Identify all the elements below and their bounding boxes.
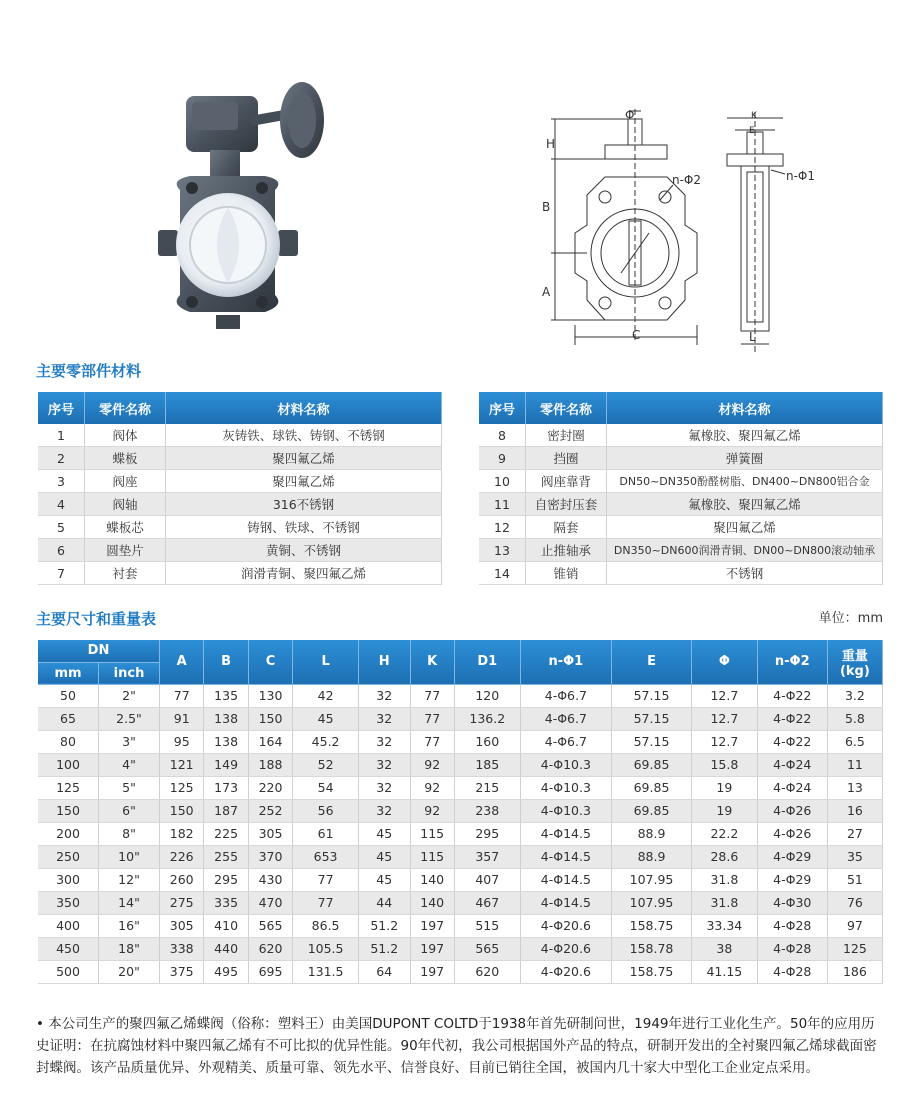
table-row	[479, 424, 883, 447]
table-cell: 4-Φ30	[757, 891, 827, 914]
table-cell: 305	[160, 914, 204, 937]
table-cell: 2"	[99, 684, 160, 707]
cell-no: 13	[479, 539, 526, 562]
table-cell: 4-Φ29	[757, 868, 827, 891]
valve-product-photo	[150, 80, 340, 340]
table-cell: 77	[410, 684, 454, 707]
table-cell: 4-Φ24	[757, 776, 827, 799]
cell-material: 不锈钢	[607, 562, 883, 585]
header-weight	[827, 640, 882, 684]
table-cell: 121	[160, 753, 204, 776]
table-cell: 45	[293, 707, 359, 730]
table-cell: 97	[827, 914, 882, 937]
table-cell: 6"	[99, 799, 160, 822]
table-cell: 16"	[99, 914, 160, 937]
table-cell: 188	[248, 753, 292, 776]
table-cell: 653	[293, 845, 359, 868]
cell-part: 隔套	[526, 516, 607, 539]
table-row	[38, 516, 442, 539]
drawing-label-h: H	[546, 137, 556, 151]
table-cell: 4-Φ28	[757, 914, 827, 937]
table-cell: 695	[248, 960, 292, 983]
table-cell: 4-Φ29	[757, 845, 827, 868]
cell-no: 11	[479, 493, 526, 516]
table-cell: 197	[410, 914, 454, 937]
table-cell: 69.85	[612, 753, 692, 776]
cell-part: 止推轴承	[526, 539, 607, 562]
table-cell: 31.8	[691, 868, 757, 891]
table-cell: 4-Φ20.6	[520, 914, 611, 937]
table-cell: 140	[410, 868, 454, 891]
table-cell: 370	[248, 845, 292, 868]
cell-part: 阀座靠背	[526, 470, 607, 493]
table-row	[38, 937, 883, 960]
table-cell: 69.85	[612, 776, 692, 799]
table-row	[479, 516, 883, 539]
table-cell: 31.8	[691, 891, 757, 914]
table-cell: 158.75	[612, 960, 692, 983]
table-cell: 500	[38, 960, 99, 983]
table-cell: 4-Φ6.7	[520, 684, 611, 707]
table-cell: 6.5	[827, 730, 882, 753]
table-cell: 173	[204, 776, 248, 799]
cell-material: 316不锈钢	[166, 493, 442, 516]
table-cell: 338	[160, 937, 204, 960]
table-cell: 125	[827, 937, 882, 960]
header-part: 零件名称	[85, 392, 166, 424]
table-cell: 4"	[99, 753, 160, 776]
header-dn: DN	[38, 640, 160, 662]
table-cell: 52	[293, 753, 359, 776]
cell-part: 密封圈	[526, 424, 607, 447]
table-row	[38, 684, 883, 707]
dimensions-table	[38, 640, 883, 984]
table-cell: 136.2	[454, 707, 520, 730]
table-cell: 4-Φ10.3	[520, 799, 611, 822]
table-cell: 54	[293, 776, 359, 799]
table-row	[38, 914, 883, 937]
table-cell: 107.95	[612, 891, 692, 914]
header-no: 序号	[38, 392, 85, 424]
table-cell: 19	[691, 776, 757, 799]
table-cell: 185	[454, 753, 520, 776]
header-inch: inch	[99, 662, 160, 684]
table-row	[38, 799, 883, 822]
header-n-phi2: n-Φ2	[757, 640, 827, 684]
table-cell: 8"	[99, 822, 160, 845]
table-cell: 2.5"	[99, 707, 160, 730]
cell-no: 12	[479, 516, 526, 539]
table-cell: 150	[160, 799, 204, 822]
table-cell: 56	[293, 799, 359, 822]
header-mm: mm	[38, 662, 99, 684]
table-cell: 4-Φ14.5	[520, 845, 611, 868]
table-cell: 252	[248, 799, 292, 822]
cell-material: 聚四氟乙烯	[607, 516, 883, 539]
table-cell: 565	[248, 914, 292, 937]
table-row	[38, 730, 883, 753]
cell-part: 蝶板	[85, 447, 166, 470]
table-cell: 45	[358, 868, 410, 891]
table-cell: 407	[454, 868, 520, 891]
table-row	[38, 891, 883, 914]
unit-label: 单位：mm	[818, 611, 883, 626]
table-cell: 4-Φ6.7	[520, 730, 611, 753]
cell-no: 4	[38, 493, 85, 516]
table-cell: 69.85	[612, 799, 692, 822]
table-cell: 495	[204, 960, 248, 983]
table-cell: 125	[160, 776, 204, 799]
table-cell: 20"	[99, 960, 160, 983]
drawing-label-n-phi1: n-Φ1	[786, 169, 816, 183]
table-cell: 4-Φ14.5	[520, 891, 611, 914]
table-cell: 92	[410, 753, 454, 776]
table-cell: 620	[454, 960, 520, 983]
table-cell: 3.2	[827, 684, 882, 707]
table-cell: 470	[248, 891, 292, 914]
cell-part: 挡圈	[526, 447, 607, 470]
cell-no: 5	[38, 516, 85, 539]
table-cell: 4-Φ22	[757, 730, 827, 753]
table-cell: 11	[827, 753, 882, 776]
table-cell: 131.5	[293, 960, 359, 983]
header-l: L	[293, 640, 359, 684]
table-cell: 64	[358, 960, 410, 983]
table-cell: 125	[38, 776, 99, 799]
table-cell: 357	[454, 845, 520, 868]
cell-material: 润滑青铜、聚四氟乙烯	[166, 562, 442, 585]
table-cell: 88.9	[612, 822, 692, 845]
cell-material: DN50~DN350酚醛树脂、DN400~DN800铝合金	[607, 470, 883, 493]
table-cell: 295	[454, 822, 520, 845]
table-cell: 14"	[99, 891, 160, 914]
table-cell: 92	[410, 776, 454, 799]
table-cell: 91	[160, 707, 204, 730]
table-cell: 100	[38, 753, 99, 776]
table-cell: 32	[358, 799, 410, 822]
header-a: A	[160, 640, 204, 684]
table-cell: 150	[38, 799, 99, 822]
header-weight-line1: 重量	[841, 648, 868, 664]
table-cell: 4-Φ20.6	[520, 937, 611, 960]
cell-no: 2	[38, 447, 85, 470]
table-cell: 350	[38, 891, 99, 914]
table-cell: 27	[827, 822, 882, 845]
table-cell: 57.15	[612, 684, 692, 707]
table-row	[38, 562, 442, 585]
header-b: B	[204, 640, 248, 684]
table-row	[38, 822, 883, 845]
table-cell: 158.78	[612, 937, 692, 960]
header-material: 材料名称	[166, 392, 442, 424]
table-cell: 105.5	[293, 937, 359, 960]
header-n-phi1: n-Φ1	[520, 640, 611, 684]
table-cell: 15.8	[691, 753, 757, 776]
table-cell: 250	[38, 845, 99, 868]
cell-part: 锥销	[526, 562, 607, 585]
cell-part: 阀轴	[85, 493, 166, 516]
table-cell: 4-Φ26	[757, 799, 827, 822]
table-row	[38, 424, 442, 447]
cell-part: 阀座	[85, 470, 166, 493]
table-cell: 28.6	[691, 845, 757, 868]
table-cell: 182	[160, 822, 204, 845]
cell-material: 铸钢、铁球、不锈钢	[166, 516, 442, 539]
table-cell: 149	[204, 753, 248, 776]
table-cell: 45	[358, 822, 410, 845]
table-row	[38, 447, 442, 470]
table-cell: 50	[38, 684, 99, 707]
cell-no: 10	[479, 470, 526, 493]
table-cell: 275	[160, 891, 204, 914]
table-cell: 200	[38, 822, 99, 845]
materials-table-right	[479, 392, 883, 585]
cell-no: 7	[38, 562, 85, 585]
drawing-label-l: L	[749, 330, 756, 344]
header-part: 零件名称	[526, 392, 607, 424]
table-cell: 44	[358, 891, 410, 914]
table-row	[479, 470, 883, 493]
dimensions-heading: 主要尺寸和重量表	[36, 610, 157, 628]
table-cell: 80	[38, 730, 99, 753]
table-cell: 57.15	[612, 730, 692, 753]
table-cell: 19	[691, 799, 757, 822]
cell-part: 自密封压套	[526, 493, 607, 516]
header-material: 材料名称	[607, 392, 883, 424]
cell-material: 氟橡胶、聚四氟乙烯	[607, 424, 883, 447]
table-cell: 16	[827, 799, 882, 822]
description-paragraph: • 本公司生产的聚四氟乙烯蝶阀（俗称：塑料王）由美国DUPONT COLTD于1938年首先研制问世，1949年进行工业化生产。50年的应用历史证明：在抗腐蚀材料中聚四氟乙烯有不可比拟的优异性能。90年代初，我公司根据国外产品的特点，研制开发出的全衬聚四氟乙烯球截面密封蝶阀。该产品质量优异、外观精美、质量可靠、领先水平、信誉良好、目前已销往全国，被国内几十家大中型化工企业定点采用。	[36, 1016, 877, 1076]
cell-part: 蝶板芯	[85, 516, 166, 539]
header-k: K	[410, 640, 454, 684]
table-cell: 77	[293, 868, 359, 891]
table-cell: 45	[358, 845, 410, 868]
cell-no: 6	[38, 539, 85, 562]
header-weight-line2: (kg)	[839, 663, 870, 679]
table-cell: 4-Φ24	[757, 753, 827, 776]
table-cell: 42	[293, 684, 359, 707]
cell-part: 衬套	[85, 562, 166, 585]
table-cell: 4-Φ22	[757, 707, 827, 730]
table-cell: 61	[293, 822, 359, 845]
table-cell: 197	[410, 937, 454, 960]
table-cell: 77	[160, 684, 204, 707]
cell-no: 9	[479, 447, 526, 470]
table-cell: 4-Φ26	[757, 822, 827, 845]
table-cell: 4-Φ28	[757, 937, 827, 960]
drawing-label-c: C	[632, 328, 641, 342]
table-cell: 130	[248, 684, 292, 707]
table-cell: 115	[410, 822, 454, 845]
table-cell: 65	[38, 707, 99, 730]
table-cell: 22.2	[691, 822, 757, 845]
table-cell: 32	[358, 753, 410, 776]
table-cell: 565	[454, 937, 520, 960]
drawing-label-k: K	[751, 111, 757, 121]
table-cell: 95	[160, 730, 204, 753]
table-row	[38, 753, 883, 776]
table-cell: 12.7	[691, 707, 757, 730]
table-row	[38, 960, 883, 983]
table-row	[38, 539, 442, 562]
table-cell: 77	[293, 891, 359, 914]
table-cell: 57.15	[612, 707, 692, 730]
header-phi: Φ	[691, 640, 757, 684]
table-cell: 375	[160, 960, 204, 983]
table-cell: 164	[248, 730, 292, 753]
table-cell: 38	[691, 937, 757, 960]
table-cell: 4-Φ28	[757, 960, 827, 983]
table-cell: 120	[454, 684, 520, 707]
cell-material: 灰铸铁、球铁、铸钢、不锈钢	[166, 424, 442, 447]
table-cell: 5"	[99, 776, 160, 799]
table-cell: 77	[410, 730, 454, 753]
table-cell: 51.2	[358, 914, 410, 937]
table-cell: 18"	[99, 937, 160, 960]
table-cell: 620	[248, 937, 292, 960]
table-cell: 158.75	[612, 914, 692, 937]
table-cell: 41.15	[691, 960, 757, 983]
table-cell: 467	[454, 891, 520, 914]
table-cell: 225	[204, 822, 248, 845]
table-cell: 51	[827, 868, 882, 891]
table-row	[38, 707, 883, 730]
table-row	[38, 868, 883, 891]
table-cell: 3"	[99, 730, 160, 753]
table-row	[38, 470, 442, 493]
table-cell: 32	[358, 707, 410, 730]
table-cell: 4-Φ14.5	[520, 868, 611, 891]
table-cell: 92	[410, 799, 454, 822]
table-cell: 135	[204, 684, 248, 707]
table-row	[38, 493, 442, 516]
table-cell: 450	[38, 937, 99, 960]
header-c: C	[248, 640, 292, 684]
table-cell: 138	[204, 730, 248, 753]
table-cell: 107.95	[612, 868, 692, 891]
table-cell: 187	[204, 799, 248, 822]
table-cell: 4-Φ22	[757, 684, 827, 707]
materials-heading: 主要零部件材料	[36, 362, 142, 380]
table-cell: 12.7	[691, 684, 757, 707]
table-cell: 86.5	[293, 914, 359, 937]
table-cell: 238	[454, 799, 520, 822]
table-cell: 226	[160, 845, 204, 868]
table-cell: 197	[410, 960, 454, 983]
table-cell: 4-Φ6.7	[520, 707, 611, 730]
table-cell: 33.34	[691, 914, 757, 937]
table-row	[38, 845, 883, 868]
table-cell: 150	[248, 707, 292, 730]
table-cell: 10"	[99, 845, 160, 868]
side-view-drawing	[715, 112, 795, 352]
table-cell: 295	[204, 868, 248, 891]
table-cell: 255	[204, 845, 248, 868]
cell-material: 聚四氟乙烯	[166, 470, 442, 493]
header-d1: D1	[454, 640, 520, 684]
table-cell: 220	[248, 776, 292, 799]
cell-no: 8	[479, 424, 526, 447]
cell-material: 弹簧圈	[607, 447, 883, 470]
table-cell: 88.9	[612, 845, 692, 868]
table-cell: 45.2	[293, 730, 359, 753]
table-cell: 305	[248, 822, 292, 845]
table-cell: 77	[410, 707, 454, 730]
table-cell: 430	[248, 868, 292, 891]
cell-material: 聚四氟乙烯	[166, 447, 442, 470]
table-cell: 12.7	[691, 730, 757, 753]
materials-table-left	[38, 392, 442, 585]
table-cell: 215	[454, 776, 520, 799]
cell-part: 圆垫片	[85, 539, 166, 562]
table-cell: 400	[38, 914, 99, 937]
table-cell: 51.2	[358, 937, 410, 960]
cell-part: 阀体	[85, 424, 166, 447]
table-cell: 515	[454, 914, 520, 937]
table-cell: 4-Φ10.3	[520, 776, 611, 799]
header-e: E	[612, 640, 692, 684]
table-cell: 12"	[99, 868, 160, 891]
table-cell: 32	[358, 730, 410, 753]
table-row	[479, 562, 883, 585]
table-cell: 335	[204, 891, 248, 914]
table-row	[479, 539, 883, 562]
table-cell: 35	[827, 845, 882, 868]
drawing-label-b: B	[542, 200, 551, 214]
cell-no: 1	[38, 424, 85, 447]
drawing-label-phi: Φ	[625, 108, 635, 122]
table-cell: 160	[454, 730, 520, 753]
table-cell: 32	[358, 776, 410, 799]
header-h: H	[358, 640, 410, 684]
table-cell: 32	[358, 684, 410, 707]
table-row	[38, 776, 883, 799]
cell-material: 黄铜、不锈钢	[166, 539, 442, 562]
table-cell: 4-Φ14.5	[520, 822, 611, 845]
table-row	[479, 493, 883, 516]
table-cell: 4-Φ20.6	[520, 960, 611, 983]
table-cell: 13	[827, 776, 882, 799]
table-cell: 410	[204, 914, 248, 937]
table-cell: 260	[160, 868, 204, 891]
table-cell: 186	[827, 960, 882, 983]
cell-no: 3	[38, 470, 85, 493]
table-cell: 300	[38, 868, 99, 891]
table-row	[479, 447, 883, 470]
table-cell: 140	[410, 891, 454, 914]
header-no: 序号	[479, 392, 526, 424]
table-cell: 76	[827, 891, 882, 914]
cell-material: 氟橡胶、聚四氟乙烯	[607, 493, 883, 516]
table-cell: 4-Φ10.3	[520, 753, 611, 776]
drawing-label-n-phi2: n-Φ2	[672, 173, 702, 187]
drawing-label-e: E	[749, 126, 755, 136]
cell-no: 14	[479, 562, 526, 585]
cell-material: DN350~DN600润滑青铜、DN00~DN800滚动轴承	[607, 539, 883, 562]
drawing-label-a: A	[542, 285, 551, 299]
table-cell: 440	[204, 937, 248, 960]
table-cell: 115	[410, 845, 454, 868]
table-cell: 138	[204, 707, 248, 730]
table-cell: 5.8	[827, 707, 882, 730]
